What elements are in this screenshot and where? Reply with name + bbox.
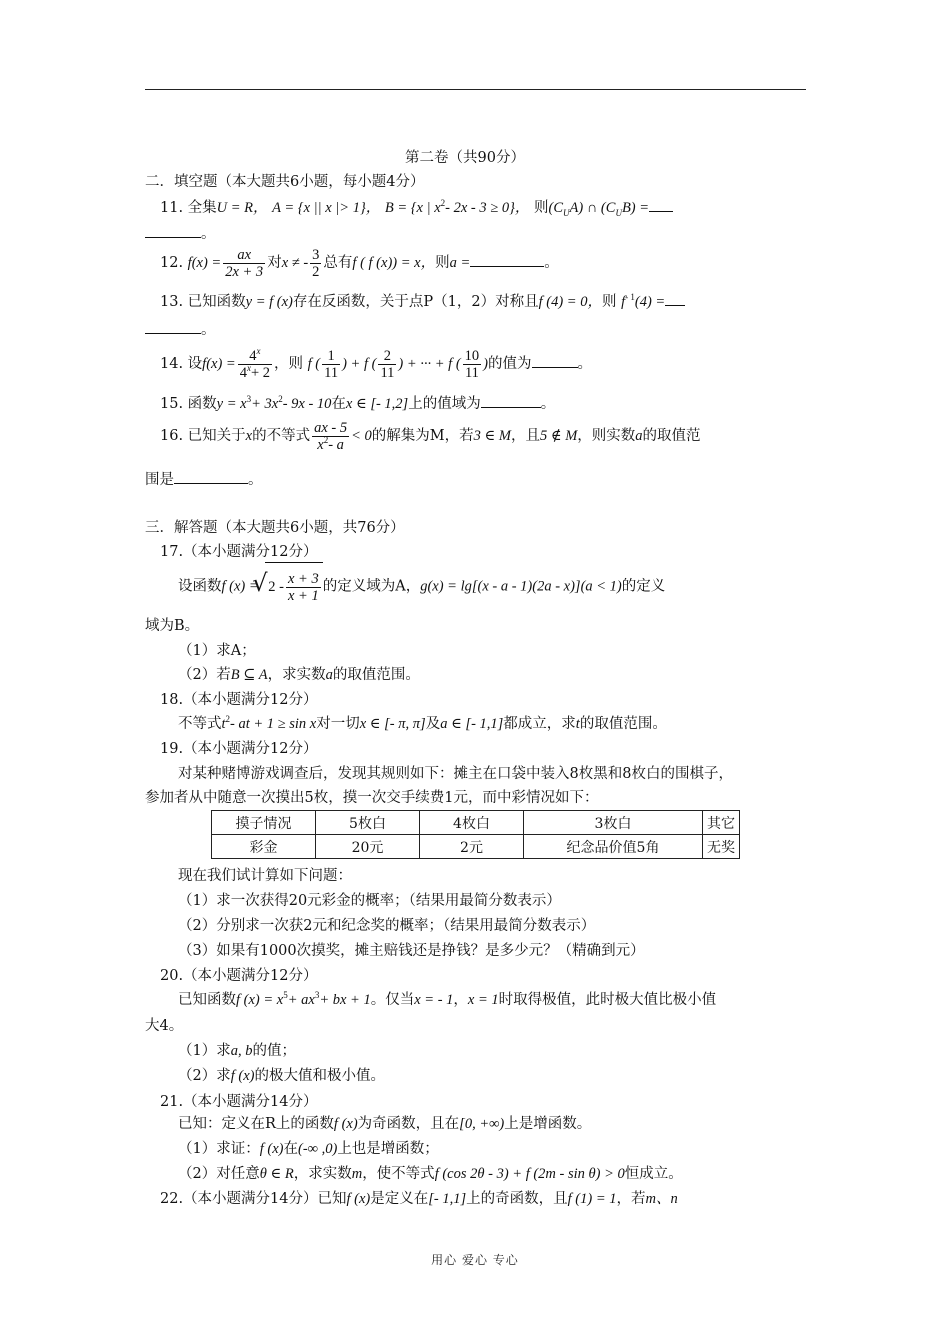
q21-p2a: （2）对任意 [178,1166,260,1182]
q16-text2: 的不等式 [252,428,311,444]
q15-p2: + 3x [251,396,279,412]
q12-a: a = [449,255,471,271]
q11-set-a: A = {x || x |> 1}， [272,200,381,216]
q18-text3: 及 [425,716,441,732]
q19-part1: （1）求一次获得20元彩金的概率；（结果用最简分数表示） [178,893,561,909]
q13-blank-2[interactable] [145,318,201,334]
q15-number: 15. [160,396,184,412]
q15-y: y = x [216,396,247,412]
question-16-cont [145,468,263,490]
q14-close: ) [483,356,489,372]
q16-text4: 的解集为M，若 [371,428,474,444]
q16-c2: 5 ∉ M [539,428,578,444]
q14-n3: 10 [464,347,480,364]
q12-text1: 对 [267,255,282,271]
q11-set-b-rest: - 2x - 3 ≥ 0}， [445,200,530,216]
q20-p2c: 的极大值和极小值。 [254,1068,385,1084]
table-cell: 摸子情况 [212,811,316,835]
q22-text1: 是定义在 [370,1191,429,1207]
q21-part2 [178,1164,683,1184]
table-cell: 彩金 [212,835,316,859]
prize-table [211,810,740,859]
q14-end: 。 [577,356,593,372]
q12-text2: 总有 [323,255,353,271]
q11-sub-u2: U [615,207,622,218]
q15-end: 。 [540,396,556,412]
q20-fx2: + ax [287,992,315,1008]
table-cell: 2元 [420,835,524,859]
table-cell: 纪念品价值5角 [524,835,703,859]
table-cell: 无奖 [703,835,740,859]
q14-d3: 11 [464,364,479,381]
q19-line1: 对某种赌博游戏调查后，发现其规则如下：摊主在口袋中装入8枚黑和8枚白的围棋子， [178,766,733,782]
q11-number: 11. [160,200,184,216]
q16-den2: - a [328,436,344,453]
question-13-cont [145,318,216,340]
q21-p2d: m [351,1166,363,1182]
q16-text6: ，则实数 [577,428,636,444]
q20-c1: x = - 1 [414,992,454,1008]
q21-text1: 已知：定义在R上的函数 [178,1116,334,1132]
q15-text3: 上的值域为 [408,396,481,412]
q22-mn: m、n [645,1191,678,1207]
q15-range: x ∈ [- 1,2] [345,396,409,412]
section2-header: 二．填空题（本大题共6小题，每小题4分） [145,174,425,190]
table-row [212,811,740,835]
q18-ineq2: - at + 1 ≥ sin x [230,716,317,732]
q17-gx: g(x) = lg[(x - a - 1)(2a - x)](a < 1) [420,578,622,595]
q17-fx: f (x) = [221,578,259,595]
q20-part1 [178,1041,296,1061]
q11-text: 全集 [187,200,217,216]
q18-ineq: t [221,716,226,732]
q21-part1 [178,1139,439,1159]
q15-text2: 在 [331,396,346,412]
q21-p1b: f (x) [259,1141,284,1157]
q12-text3: 则 [435,255,450,271]
q14-num: 4 [249,347,257,364]
q20-part2 [178,1066,385,1086]
question-18: 不等式$t^2-$ at + 1 ≥ sin x对一切x ∈ [- π, π]及a ∈ [- 1,1]都成立，求t的取值范围。 [178,714,667,732]
q12-cond-fraction [310,247,321,280]
table-cell: 4枚白 [420,811,524,835]
q12-ff: f ( f (x)) = x， [352,255,436,271]
q17-p2c: ，求实数 [267,667,326,683]
q18-t: t [575,716,580,732]
q20-p2b: f (x) [230,1068,255,1084]
question-11 [160,196,673,218]
question-11-cont [145,222,216,244]
q22-interval: [- 1,1] [428,1191,467,1207]
q18-text5: 的取值范围。 [579,716,667,732]
q18-text2: 对一切 [316,716,360,732]
q16-number: 16. [160,428,184,444]
q22-f1: f (1) = 1 [567,1191,617,1207]
q17-two: 2 - [268,579,284,595]
q21-p2c: ，求实数 [293,1166,352,1182]
q16-c1: 3 ∈ M [473,428,511,444]
q21-p2b: θ ∈ R [259,1166,294,1182]
q22-text2: 上的奇函数，且 [466,1191,568,1207]
q16-text7: 的取值范 [642,428,701,444]
q12-fraction [223,247,265,280]
q12-cond-den: 2 [312,263,320,280]
q14-frac-2-11 [378,348,396,381]
table-cell: 20元 [316,835,420,859]
q13-text3: 则 [601,294,617,310]
q14-den2: + 2 [250,364,271,381]
header-rule [145,89,806,90]
q20-fx: f (x) = x [236,992,284,1008]
table-row [212,835,740,859]
q21-interval: [0, +∞) [459,1116,505,1132]
question-20: 已知函数f $(x) = x^5+ ax^3+$ bx + 1。仅当x = - 1，x = 1时取得极值，此时极大值比极小值 [178,990,717,1008]
q18-head: 18.（本小题满分12分） [160,692,318,708]
q12-cond-num: 3 [312,246,320,263]
q16-a: a [635,428,643,444]
q21-head: 21.（本小题满分14分） [160,1094,318,1110]
q16-lt: < 0 [351,428,372,444]
q13-number: 13. [160,294,184,310]
question-15: 15. 函数$y = x^3+ 3x^2-$ 9x - 10在x ∈ [- 1,2]上的值域为 。 [160,392,555,414]
q14-f1: f ( [307,356,321,372]
page-footer: 用心 爱心 专心 [431,1253,519,1267]
q13-text1: 已知函数 [187,294,246,310]
q18-text1: 不等式 [178,716,222,732]
q21-p2g: 恒成立。 [624,1166,683,1182]
q21-fx: f (x) [333,1116,358,1132]
question-22 [160,1189,678,1209]
q16-x: x [245,428,253,444]
q16-line2: 围是 [145,472,174,488]
question-17 [178,562,665,611]
q22-fx: f (x) [346,1191,371,1207]
q20-c2: x = 1 [467,992,499,1008]
table-cell: 3枚白 [524,811,703,835]
q16-end: 。 [248,472,263,488]
q13-inv-exp: - 1 [625,292,635,303]
q11-comp-b: A) ∩ (C [569,200,616,216]
q14-text3: 的值为 [488,356,532,372]
q17-part1: （1）求A； [178,643,256,659]
q19-head: 19.（本小题满分12分） [160,741,318,757]
q14-n1: 1 [322,348,340,365]
q14-text2: ，则 [274,356,304,372]
q13-text2: 存在反函数，关于点P（1，2）对称且 [292,294,539,310]
question-14 [160,346,592,382]
q20-p1a: （1）求 [178,1043,231,1059]
q13-finv: f [621,294,626,310]
q17-p2d: a [325,667,333,683]
q21-p1c: 在 [283,1141,298,1157]
q14-frac-1-11 [322,348,340,381]
q13-f4: f (4) = 0， [538,294,602,310]
q18-c2: a ∈ [- 1,1] [440,716,504,732]
question-21 [178,1114,591,1134]
q11-universe: U = R， [216,200,268,216]
q12-blank[interactable] [470,251,544,267]
q12-cond: x ≠ - [281,255,309,271]
q14-d1: 11 [324,364,339,381]
q14-blank[interactable] [532,352,578,368]
q17-den: x + 1 [287,587,319,604]
q20-text1: 已知函数 [178,992,236,1008]
q20-p2a: （2）求 [178,1068,231,1084]
q21-p1d: (-∞ ,0) [297,1141,338,1157]
q17-part2 [178,665,420,685]
q21-text3: 上是增函数。 [504,1116,592,1132]
q11-comp-a: (C [548,200,564,216]
q15-blank[interactable] [481,392,541,408]
q14-text1: 设 [187,356,203,372]
q11-blank[interactable] [649,196,673,212]
table-cell: 其它 [703,811,740,835]
q14-number: 14. [160,356,184,372]
q11-blank-2[interactable] [145,222,201,238]
q13-blank[interactable] [665,290,685,306]
q12-frac-num: ax [223,247,265,264]
q13-finv2: (4) = [634,294,666,310]
q14-frac-10-11 [463,348,482,381]
q16-num: ax - 5 [314,419,348,436]
q14-plus: ) + f ( [342,356,377,372]
q16-text1: 已知关于 [187,428,246,444]
q11-exp: 2 [440,198,446,209]
q22-head: 22.（本小题满分14分）已知 [160,1191,347,1207]
q12-frac-den: 2x + 3 [225,263,264,280]
q22-text3: ，若 [616,1191,646,1207]
table-cell: 5枚白 [316,811,420,835]
q17-head: 17.（本小题满分12分） [160,544,318,560]
q20-text2: 。仅当 [370,992,415,1008]
q21-p1e: 上也是增函数； [337,1141,439,1157]
q15-text1: 函数 [187,396,217,412]
question-16 [160,418,701,454]
q20-p1b: a, b [230,1043,253,1059]
q16-fraction: $\frac{ax - 5}{x^2- a}$ [314,419,348,453]
q17-text3: 的定义 [621,578,666,595]
q14-den: 4 [239,364,247,381]
q12-number: 12. [160,255,184,271]
q16-blank[interactable] [174,468,248,484]
q19-line3: 现在我们试计算如下问题： [178,868,352,884]
q17-sqrt [265,562,322,611]
q19-line2: 参加者从中随意一次摸出5枚，摸一次交手续费1元，而中彩情况如下： [145,790,599,806]
q14-fx: f(x) = [202,356,236,372]
q11-eq: B) = [621,200,650,216]
q11-then: 则 [534,200,549,216]
section3-header: 三．解答题（本大题共6小题，共76分） [145,520,405,536]
q14-dots: ) + ··· + f ( [398,356,461,372]
section2-title: 第二卷（共90分） [405,150,525,166]
q21-text2: 为奇函数，且在 [357,1116,460,1132]
q21-p1a: （1）求证： [178,1141,260,1157]
q17-p2a: （2）若 [178,667,231,683]
q20-fx3: + bx + 1 [319,992,371,1008]
q21-p2e: ，使不等式 [362,1166,435,1182]
q21-p2f: f (cos 2θ - 3) + f (2m - sin θ) > 0 [434,1166,625,1182]
q12-end: 。 [544,255,559,271]
q19-part2: （2）分别求一次获2元和纪念奖的概率；（结果用最简分数表示） [178,918,596,934]
q20-text3: 时取得极值，此时极大值比极小值 [498,992,717,1008]
q17-p2b: B ⊆ A [230,667,268,683]
q17-p2e: 的取值范围。 [332,667,420,683]
q16-den1: x [317,436,324,453]
question-12 [160,246,559,280]
q16-text5: ，且 [510,428,540,444]
q14-d2: 11 [380,364,395,381]
q13-end: 。 [201,322,216,338]
q19-part3: （3）如果有1000次摸奖，摊主赔钱还是挣钱？是多少元？（精确到元） [178,943,645,959]
q18-c1: x ∈ [- π, π] [359,716,426,732]
q17-text2: 的定义域为A， [322,578,421,595]
q11-sub-u1: U [563,207,570,218]
q11-set-b: B = {x | x [384,200,441,216]
q20-head: 20.（本小题满分12分） [160,968,318,984]
q20-p1c: 的值； [252,1043,296,1059]
q12-lhs: f(x) = [187,255,222,271]
q13-y: y = f (x) [245,294,293,310]
question-13 [160,290,685,312]
q17-text1: 设函数 [178,578,222,595]
q14-fraction: $\frac{4^x}{4^x+ 2}$ [239,345,271,381]
q17-line2: 域为B。 [145,618,200,634]
q15-p3: - 9x - 10 [282,396,332,412]
q11-end: 。 [201,226,216,242]
q14-n2: 2 [378,348,396,365]
q17-num: x + 3 [287,570,319,587]
q18-text4: 都成立，求 [503,716,576,732]
q20-line2: 大4。 [145,1018,184,1034]
